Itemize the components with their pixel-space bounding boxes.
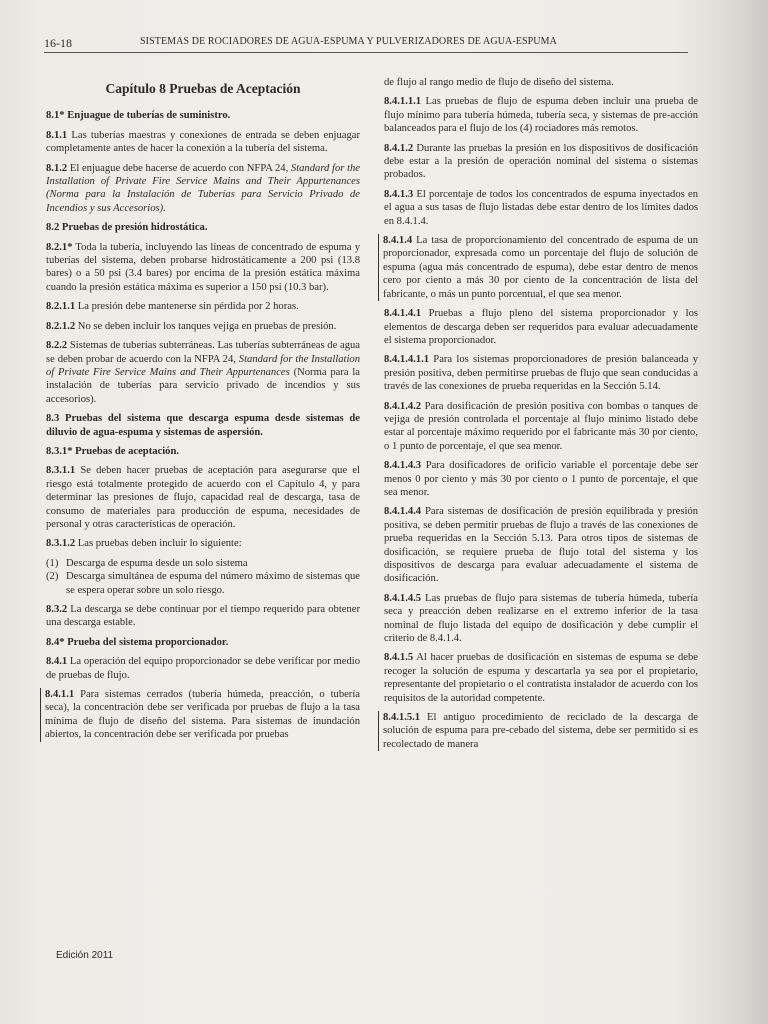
clause-text: No se deben incluir los tanques vejiga en pruebas de presión. bbox=[75, 320, 337, 332]
clause-text: Para dosificadores de orificio variable el porcentaje debe ser menos 0 por ciento y más 30 por ciento o 1 punto de porcentaje, el que sea menor. bbox=[384, 460, 698, 498]
paragraph-8-4-1-5 bbox=[384, 651, 698, 705]
clause-number: 8.3.1.2 bbox=[46, 538, 76, 550]
clause-text: Durante las pruebas la presión en los dispositivos de dosificación debe estar a la presión de operación nominal del sistema o sistemas probados. bbox=[384, 142, 698, 181]
running-title: SISTEMAS DE ROCIADORES DE AGUA-ESPUMA Y PULVERIZADORES DE AGUA-ESPUMA bbox=[140, 36, 557, 47]
page-number: 16-18 bbox=[44, 36, 72, 50]
list-marker: (2) bbox=[46, 571, 59, 583]
clause-number: 8.4.1.5.1 bbox=[383, 712, 421, 724]
paragraph-8-2-1 bbox=[46, 241, 360, 295]
clause-text: El enjuague debe hacerse de acuerdo con NFPA 24, bbox=[67, 162, 291, 174]
section-heading-8-1: 8.1* Enjuague de tuberías de suministro. bbox=[46, 110, 231, 122]
clause-number: 8.4.1.5 bbox=[384, 652, 414, 664]
paragraph-8-1-2 bbox=[46, 162, 360, 216]
paragraph-8-3-1-2 bbox=[46, 537, 360, 550]
clause-text: Se deben hacer pruebas de aceptación para asegurarse que el riesgo está totalmente protegido de acuerdo con el Capítulo 4, y para determinar las presiones de flujo, capacidad real de descarga, tasa de consumo de materiales para producción de espuma, necesidades de personal y otras características de operación. bbox=[46, 465, 360, 530]
clause-text: Las pruebas de flujo de espuma deben incluir una prueba de flujo mínimo para tubería húmeda, tubería seca, y sistemas de pre-acción balanceados para el flujo de los (4) rociadores más remotos. bbox=[384, 96, 698, 135]
section-heading-8-2: 8.2 Pruebas de presión hidrostática. bbox=[46, 222, 208, 234]
clause-number: 8.4.1.4.1 bbox=[384, 308, 422, 320]
paragraph-8-4-1-4 bbox=[378, 234, 698, 301]
paragraph-8-4-1-4-1-1 bbox=[384, 353, 698, 393]
clause-number: 8.4.1.4 bbox=[383, 235, 413, 247]
clause-text: Las pruebas de flujo para sistemas de tubería húmeda, tubería seca y preacción deben realizarse en el extremo inferior de la tasa nominal de flujo listada del equipo de dosificación y debe cumplir el criterio de 8.4.1.4. bbox=[384, 592, 698, 645]
clause-number: 8.4.1.4.4 bbox=[384, 506, 422, 518]
clause-number: 8.4.1.4.5 bbox=[384, 592, 422, 604]
paragraph-8-4-1-5-1 bbox=[378, 711, 698, 751]
left-column bbox=[46, 76, 360, 748]
paragraph-8-2-1-2 bbox=[46, 320, 360, 333]
standard-title: Standard for the Installation of Private Fire Service Mains and Their Appurtenances bbox=[46, 162, 360, 188]
paragraph-8-4-1-4-3 bbox=[384, 459, 698, 499]
clause-number: 8.4.1 bbox=[46, 656, 68, 668]
clause-number: 8.2.1* bbox=[46, 241, 73, 253]
paragraph-8-4-1-4-5 bbox=[384, 592, 698, 646]
paragraph-8-4-1-1-1 bbox=[384, 95, 698, 135]
clause-number: 8.3.1.1 bbox=[46, 465, 76, 477]
clause-number: 8.2.2 bbox=[46, 340, 68, 352]
clause-number: 8.4.1.4.1.1 bbox=[384, 354, 430, 366]
clause-number: 8.2.1.2 bbox=[46, 320, 76, 332]
clause-text: Para sistemas cerrados (tubería húmeda, preacción, o tubería seca), la concentración debe ser verificada por pruebas de flujo a la tasa mínima de flujo de diseño del sistema. Para sistemas de inundación abiertos, la concentración debe ser verificada por pruebas bbox=[45, 689, 360, 741]
paragraph-8-4-1-4-4 bbox=[384, 505, 698, 585]
clause-number: 8.4.1.1.1 bbox=[384, 96, 422, 108]
clause-number: 8.1.2 bbox=[46, 162, 68, 174]
paragraph-8-2-2 bbox=[46, 339, 360, 406]
clause-text: Las pruebas deben incluir lo siguiente: bbox=[75, 538, 242, 550]
paragraph-8-4-1-3 bbox=[384, 188, 698, 228]
clause-number: 8.3.2 bbox=[46, 604, 68, 615]
clause-text: Toda la tubería, incluyendo las líneas de concentrado de espuma y tuberías del sistema, deben probarse hidrostáticamente a 200 psi (13.8 bares) o a 50 psi (3.4 bares) por encima de la presión estática máxima cuando la presión estática máxima es superior a 150 psi (10.3 bar). bbox=[46, 241, 360, 293]
clause-text: Las tuberías maestras y conexiones de entrada se deben enjuagar completamente antes de hacer la conexión a la tubería del sistema. bbox=[46, 129, 360, 155]
clause-text: Para los sistemas proporcionadores de presión balanceada y presión positiva, deben permitirse pruebas de flujo que sean conducidas a través de las conexiones de prueba requeridas en la Sección 5.14. bbox=[384, 354, 698, 393]
list-text: Descarga simultánea de espuma del número máximo de sistemas que se espera operar sobre un solo riesgo. bbox=[66, 571, 360, 596]
paragraph-8-4-1 bbox=[46, 655, 360, 682]
standard-translation: (Norma para la Instalación de Tuberías para Servicio Privado de Incendios y sus Accesorios). bbox=[46, 189, 360, 214]
section-heading-8-3-1: 8.3.1* Pruebas de aceptación. bbox=[46, 445, 180, 457]
paragraph-8-4-1-1 bbox=[40, 688, 360, 742]
standard-title: Standard for the Installation of Private Fire Service Mains and Their Appurtenances bbox=[46, 353, 361, 378]
page-header bbox=[44, 34, 688, 53]
clause-text: Sistemas de tuberías subterráneas. Las tuberías subterráneas de agua se deben probar de acuerdo con la NFPA 24, bbox=[46, 340, 360, 365]
list-marker: (1) bbox=[46, 557, 59, 569]
clause-text: La operación del equipo proporcionador se debe verificar por medio de pruebas de flujo. bbox=[46, 656, 360, 681]
clause-text: Para dosificación de presión positiva con bombas o tanques de vejiga de presión controlada el porcentaje al flujo mínimo listado debe estar al porcentaje máximo requerido por el fabricante más 30 por ciento, o 1 punto de porcentaje, el que sea menor. bbox=[384, 400, 698, 452]
paragraph-8-2-1-1 bbox=[46, 300, 360, 313]
section-heading-8-3: 8.3 Pruebas del sistema que descarga espuma desde sistemas de diluvio de agua-espuma y sistemas de aspersión. bbox=[46, 413, 360, 438]
clause-number: 8.2.1.1 bbox=[46, 301, 76, 313]
list-text: Descarga de espuma desde un solo sistema bbox=[66, 557, 248, 569]
paragraph-8-1-1 bbox=[46, 129, 360, 156]
paragraph-8-3-1-1 bbox=[46, 464, 360, 531]
paragraph-8-4-1-4-2 bbox=[384, 400, 698, 454]
clause-text: La tasa de proporcionamiento del concentrado de espuma de un proporcionador, expresada como un porcentaje del flujo de solución de espuma (agua más concentrado de espuma), debe estar dentro de menos cero por ciento a más 30 por ciento de la concentración de lista del fabricante, o más un punto porcentual, el que sea menor. bbox=[383, 235, 698, 300]
clause-text: La descarga se debe continuar por el tiempo requerido para obtener una descarga estable. bbox=[46, 604, 360, 629]
clause-number: 8.4.1.4.2 bbox=[384, 400, 422, 412]
clause-text: Pruebas a flujo pleno del sistema proporcionador y los elementos de descarga deben ser requeridos para evaluar adecuadamente el sistema proporcionador. bbox=[384, 308, 698, 346]
clause-number: 8.4.1.4.3 bbox=[384, 460, 422, 472]
paragraph-8-4-1-2 bbox=[384, 142, 698, 182]
paragraph-continuation: de flujo al rango medio de flujo de diseño del sistema. bbox=[384, 77, 614, 88]
clause-text: El porcentaje de todos los concentrados de espuma inyectados en el agua a sus tasas de flujo listadas debe estar dentro de los límites dados en 8.4.1.4. bbox=[384, 188, 698, 227]
clause-text: El antiguo procedimiento de reciclado de la descarga de solución de espuma para pre-cebado del sistema, debe ser permitido si es recolectado de manera bbox=[383, 712, 698, 750]
clause-number: 8.4.1.2 bbox=[384, 142, 414, 154]
clause-number: 8.4.1.1 bbox=[45, 689, 75, 701]
clause-text: Para sistemas de dosificación de presión equilibrada y presión positiva, se deben permitir pruebas de flujo a través de las conexiones de prueba requeridas en la Sección 5.13. Para otros tipos de sistemas de dosificación, se requiere prueba de flujo total del sistema y los dispositivos de descarga para evaluar adecuadamente el sistema de dosificación. bbox=[384, 506, 698, 585]
clause-text: Al hacer pruebas de dosificación en sistemas de espuma se debe recoger la solución de espuma y descartarla ya sea por el propietario, representante del propietario o el contratista instalador de acuerdo con los requisitos de la autoridad competente. bbox=[384, 652, 698, 704]
right-column bbox=[384, 76, 698, 757]
list-item bbox=[46, 570, 360, 597]
paragraph-8-4-1-4-1 bbox=[384, 307, 698, 347]
chapter-title: Capítulo 8 Pruebas de Aceptación bbox=[105, 81, 301, 96]
edition-footer: Edición 2011 bbox=[56, 950, 114, 961]
clause-number: 8.4.1.3 bbox=[384, 188, 414, 200]
list-item bbox=[46, 557, 360, 570]
paragraph-8-3-2 bbox=[46, 603, 360, 630]
section-heading-8-4: 8.4* Prueba del sistema proporcionador. bbox=[46, 636, 229, 648]
clause-text: La presión debe mantenerse sin pérdida por 2 horas. bbox=[75, 301, 299, 313]
clause-number: 8.1.1 bbox=[46, 129, 68, 141]
test-list bbox=[46, 557, 360, 597]
clause-text: (Norma para la instalación de tuberías para servicio privado de incendios y sus accesorios). bbox=[46, 366, 360, 405]
